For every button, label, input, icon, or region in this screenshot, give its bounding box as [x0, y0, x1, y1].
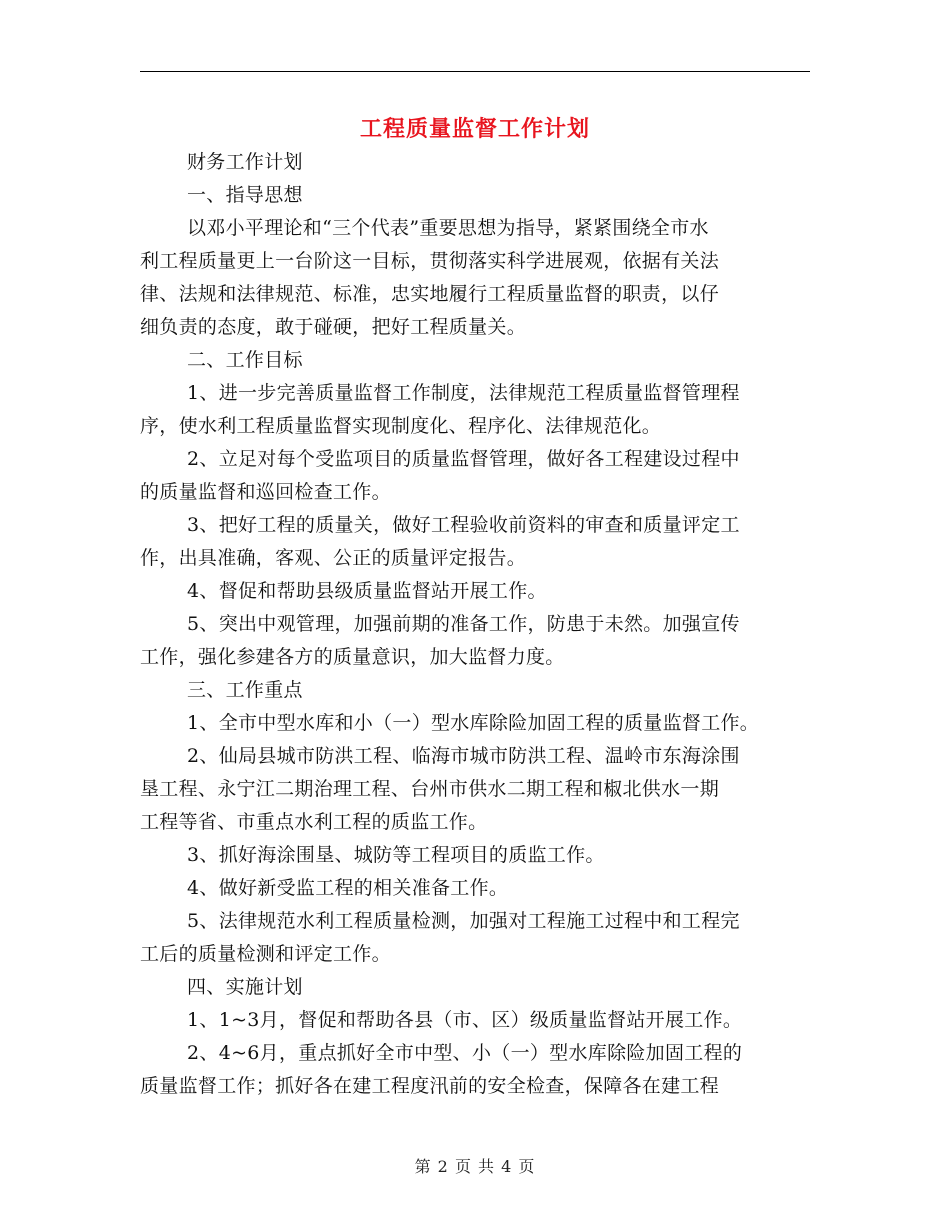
text-line: 工后的质量检测和评定工作。	[140, 943, 391, 965]
text-line: 4、做好新受监工程的相关准备工作。	[187, 877, 509, 899]
text-line: 5、突出中观管理，加强前期的准备工作，防患于未然。加强宣传	[187, 613, 740, 635]
text-line: 5、法律规范水利工程质量检测，加强对工程施工过程中和工程完	[187, 910, 740, 932]
text-line: 1、1~3月，督促和帮助各县（市、区）级质量监督站开展工作。	[187, 1009, 743, 1031]
text-line: 财务工作计划	[187, 151, 303, 173]
text-line: 垦工程、永宁江二期治理工程、台州市供水二期工程和椒北供水一期	[140, 778, 720, 800]
text-line: 四、实施计划	[187, 976, 303, 998]
document-body	[140, 146, 812, 1103]
text-line: 序，使水利工程质量监督实现制度化、程序化、法律规范化。	[140, 415, 662, 437]
text-line: 2、4~6月，重点抓好全市中型、小（一）型水库除险加固工程的	[187, 1042, 743, 1064]
text-line: 2、立足对每个受监项目的质量监督管理，做好各工程建设过程中	[187, 448, 740, 470]
header-rule	[140, 71, 810, 72]
text-line: 4、督促和帮助县级质量监督站开展工作。	[187, 580, 547, 602]
text-line: 2、仙局县城市防洪工程、临海市城市防洪工程、温岭市东海涂围	[187, 745, 740, 767]
text-line: 3、把好工程的质量关，做好工程验收前资料的审查和质量评定工	[187, 514, 740, 536]
text-line: 细负责的态度，敢于碰硬，把好工程质量关。	[140, 316, 527, 338]
text-line: 工程等省、市重点水利工程的质监工作。	[140, 811, 488, 833]
text-line: 工作，强化参建各方的质量意识，加大监督力度。	[140, 646, 565, 668]
text-line: 以邓小平理论和“三个代表”重要思想为指导，紧紧围绕全市水	[187, 217, 709, 239]
text-line: 1、全市中型水库和小（一）型水库除险加固工程的质量监督工作。	[187, 712, 760, 734]
text-line: 一、指导思想	[187, 184, 303, 206]
text-line: 二、工作目标	[187, 349, 303, 371]
page-number: 第 2 页 共 4 页	[414, 1157, 536, 1176]
text-line: 3、抓好海涂围垦、城防等工程项目的质监工作。	[187, 844, 605, 866]
text-line: 三、工作重点	[187, 679, 303, 701]
text-line: 质量监督工作；抓好各在建工程度汛前的安全检查，保障各在建工程	[140, 1075, 720, 1097]
text-line: 作，出具准确，客观、公正的质量评定报告。	[140, 547, 527, 569]
document-title: 工程质量监督工作计划	[359, 116, 590, 142]
text-line: 的质量监督和巡回检查工作。	[140, 481, 391, 503]
text-line: 1、进一步完善质量监督工作制度，法律规范工程质量监督管理程	[187, 382, 740, 404]
text-line: 律、法规和法律规范、标准，忠实地履行工程质量监督的职责，以仔	[140, 283, 720, 305]
text-line: 利工程质量更上一台阶这一目标，贯彻落实科学进展观，依据有关法	[140, 250, 720, 272]
